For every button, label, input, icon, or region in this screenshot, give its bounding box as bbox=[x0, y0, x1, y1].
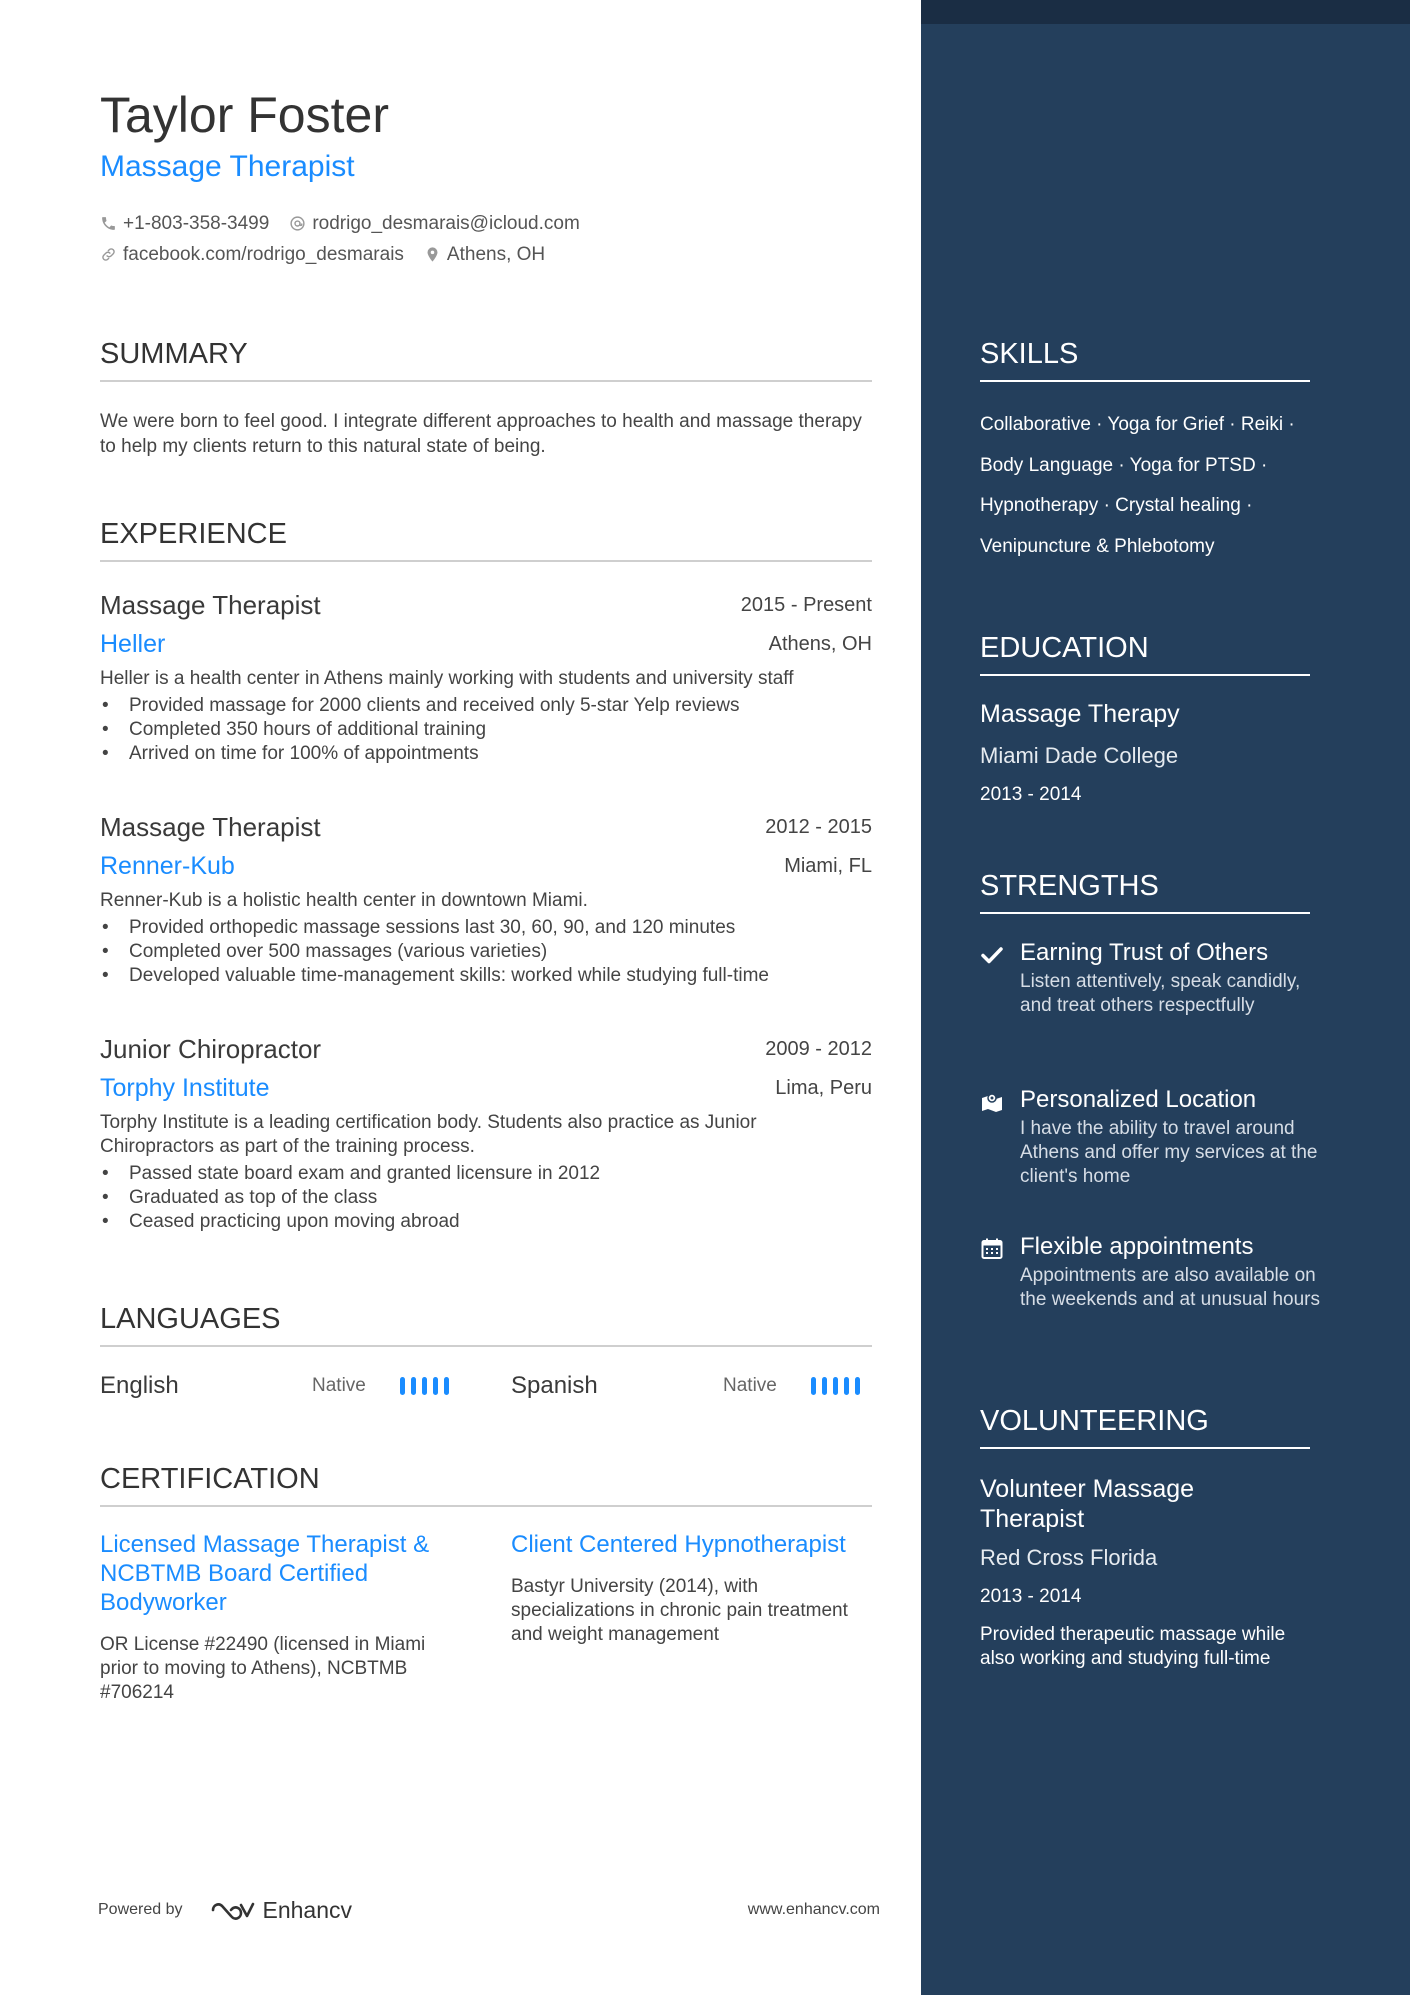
proficiency-bar bbox=[444, 1377, 449, 1395]
job-company: Renner-Kub bbox=[100, 852, 235, 880]
summary-text: We were born to feel good. I integrate different approaches to health and massage therapy to help my clients return to this natural state of being. bbox=[100, 411, 862, 457]
proficiency-bar bbox=[411, 1377, 416, 1395]
phone-icon bbox=[100, 215, 117, 232]
job-title: Massage Therapist bbox=[100, 590, 321, 620]
education-dates: 2013 - 2014 bbox=[980, 784, 1082, 805]
strength-item bbox=[980, 936, 1320, 1018]
language-item bbox=[100, 1370, 460, 1402]
strength-title: Earning Trust of Others bbox=[1020, 939, 1269, 966]
job-bullet: • Graduated as top of the class bbox=[100, 1186, 872, 1210]
certification-item bbox=[100, 1530, 462, 1705]
experience-heading: EXPERIENCE bbox=[100, 518, 872, 562]
job-description: Heller is a health center in Athens mainly working with students and university staff bbox=[100, 668, 794, 689]
candidate-name: Taylor Foster bbox=[100, 87, 389, 143]
job-title: Massage Therapist bbox=[100, 812, 321, 842]
job-bullets bbox=[100, 694, 872, 766]
skills-line: Hypnotherapy · Crystal healing · bbox=[980, 495, 1253, 516]
certification-title: Licensed Massage Therapist & NCBTMB Board Certified Bodyworker bbox=[100, 1531, 430, 1616]
language-name: English bbox=[100, 1372, 179, 1399]
job-location: Miami, FL bbox=[784, 855, 872, 877]
volunteering-dates: 2013 - 2014 bbox=[980, 1586, 1082, 1607]
job-bullet: • Arrived on time for 100% of appointments bbox=[100, 742, 872, 766]
job-dates: 2015 - Present bbox=[740, 594, 872, 616]
strength-title: Personalized Location bbox=[1020, 1086, 1257, 1113]
proficiency-bar bbox=[811, 1377, 816, 1395]
education-heading: EDUCATION bbox=[980, 632, 1310, 676]
education-school: Miami Dade College bbox=[980, 743, 1179, 768]
strength-item bbox=[980, 1083, 1320, 1189]
job-location: Lima, Peru bbox=[775, 1077, 872, 1099]
languages-heading: LANGUAGES bbox=[100, 1303, 872, 1347]
experience-entry bbox=[100, 585, 872, 766]
map-icon bbox=[980, 1090, 1004, 1114]
skills-line: Venipuncture & Phlebotomy bbox=[980, 535, 1215, 557]
certification-title: Client Centered Hypnotherapist bbox=[511, 1531, 846, 1558]
phone-text: +1-803-358-3499 bbox=[123, 212, 270, 234]
sidebar-top-band bbox=[921, 0, 1410, 24]
job-description: Renner-Kub is a holistic health center in downtown Miami. bbox=[100, 890, 588, 911]
strengths-heading: STRENGTHS bbox=[980, 870, 1310, 914]
job-company: Heller bbox=[100, 630, 166, 658]
location-contact bbox=[424, 244, 545, 266]
job-description: Torphy Institute is a leading certification body. Students also practice as Junior Chiropractors as part of the training process. bbox=[100, 1112, 757, 1157]
location-pin-icon bbox=[424, 246, 441, 263]
job-bullet: • Passed state board exam and granted licensure in 2012 bbox=[100, 1162, 872, 1186]
link-icon bbox=[100, 246, 117, 263]
footer-url[interactable]: www.enhancv.com bbox=[747, 1901, 880, 1918]
at-icon bbox=[289, 215, 306, 232]
proficiency-bar bbox=[822, 1377, 827, 1395]
check-icon bbox=[980, 943, 1004, 967]
job-title: Junior Chiropractor bbox=[100, 1034, 322, 1064]
footer bbox=[98, 1895, 880, 1925]
phone-contact[interactable] bbox=[100, 213, 269, 235]
strength-description: Listen attentively, speak candidly, and treat others respectfully bbox=[1020, 971, 1301, 1016]
job-bullet: • Developed valuable time-management skills: worked while studying full-time bbox=[100, 964, 872, 988]
proficiency-bar bbox=[844, 1377, 849, 1395]
powered-by-label: Powered by bbox=[98, 1901, 183, 1918]
skills-heading: SKILLS bbox=[980, 338, 1310, 382]
volunteering-description: Provided therapeutic massage while also working and studying full-time bbox=[980, 1624, 1286, 1669]
sidebar bbox=[921, 0, 1410, 1995]
proficiency-bar bbox=[433, 1377, 438, 1395]
job-bullets bbox=[100, 1162, 872, 1234]
volunteering-organization: Red Cross Florida bbox=[980, 1545, 1158, 1570]
job-bullet: • Provided massage for 2000 clients and received only 5-star Yelp reviews bbox=[100, 694, 872, 718]
certification-description: Bastyr University (2014), with specializations in chronic pain treatment and weight management bbox=[511, 1576, 848, 1645]
strength-description: Appointments are also available on the weekends and at unusual hours bbox=[1020, 1265, 1320, 1310]
brand-name: Enhancv bbox=[262, 1896, 353, 1923]
experience-entry bbox=[100, 807, 872, 988]
enhancv-logo-icon bbox=[209, 1898, 255, 1922]
job-company: Torphy Institute bbox=[100, 1074, 270, 1102]
email-text: rodrigo_desmarais@icloud.com bbox=[312, 212, 580, 234]
education-degree: Massage Therapy bbox=[980, 700, 1180, 728]
language-proficiency bbox=[811, 1377, 860, 1395]
proficiency-bar bbox=[833, 1377, 838, 1395]
job-dates: 2009 - 2012 bbox=[765, 1038, 872, 1060]
job-bullet: • Ceased practicing upon moving abroad bbox=[100, 1210, 872, 1234]
skills-line: Body Language · Yoga for PTSD · bbox=[980, 454, 1268, 476]
language-name: Spanish bbox=[511, 1372, 598, 1399]
language-level: Native bbox=[723, 1375, 777, 1396]
experience-entry bbox=[100, 1029, 872, 1234]
language-proficiency bbox=[400, 1377, 449, 1395]
location-text: Athens, OH bbox=[446, 243, 546, 265]
link-contact[interactable] bbox=[100, 244, 404, 266]
candidate-title: Massage Therapist bbox=[100, 150, 355, 183]
email-contact[interactable] bbox=[289, 213, 579, 235]
strength-item bbox=[980, 1230, 1320, 1312]
job-bullets bbox=[100, 916, 872, 988]
job-dates: 2012 - 2015 bbox=[765, 816, 872, 838]
link-text: facebook.com/rodrigo_desmarais bbox=[123, 243, 404, 265]
certification-description: OR License #22490 (licensed in Miami prior to moving to Athens), NCBTMB #706214 bbox=[100, 1634, 426, 1703]
strength-description: I have the ability to travel around Athens and offer my services at the client's home bbox=[1020, 1118, 1318, 1187]
skills-list bbox=[980, 405, 1340, 567]
calendar-icon bbox=[980, 1237, 1004, 1261]
job-bullet: • Provided orthopedic massage sessions last 30, 60, 90, and 120 minutes bbox=[100, 916, 872, 940]
proficiency-bar bbox=[422, 1377, 427, 1395]
volunteering-heading: VOLUNTEERING bbox=[980, 1405, 1310, 1449]
skills-line: Collaborative · Yoga for Grief · Reiki · bbox=[980, 414, 1295, 435]
certification-heading: CERTIFICATION bbox=[100, 1463, 872, 1507]
certification-item bbox=[511, 1530, 873, 1647]
language-item bbox=[511, 1370, 871, 1402]
proficiency-bar bbox=[855, 1377, 860, 1395]
enhancv-logo[interactable] bbox=[209, 1897, 353, 1924]
job-bullet: • Completed 350 hours of additional training bbox=[100, 718, 872, 742]
volunteering-role: Volunteer Massage Therapist bbox=[980, 1475, 1195, 1533]
job-bullet: • Completed over 500 massages (various varieties) bbox=[100, 940, 872, 964]
language-level: Native bbox=[312, 1375, 366, 1396]
job-location: Athens, OH bbox=[768, 633, 872, 655]
contact-info bbox=[100, 208, 600, 270]
strength-title: Flexible appointments bbox=[1020, 1233, 1254, 1260]
summary-heading: SUMMARY bbox=[100, 338, 872, 382]
proficiency-bar bbox=[400, 1377, 405, 1395]
